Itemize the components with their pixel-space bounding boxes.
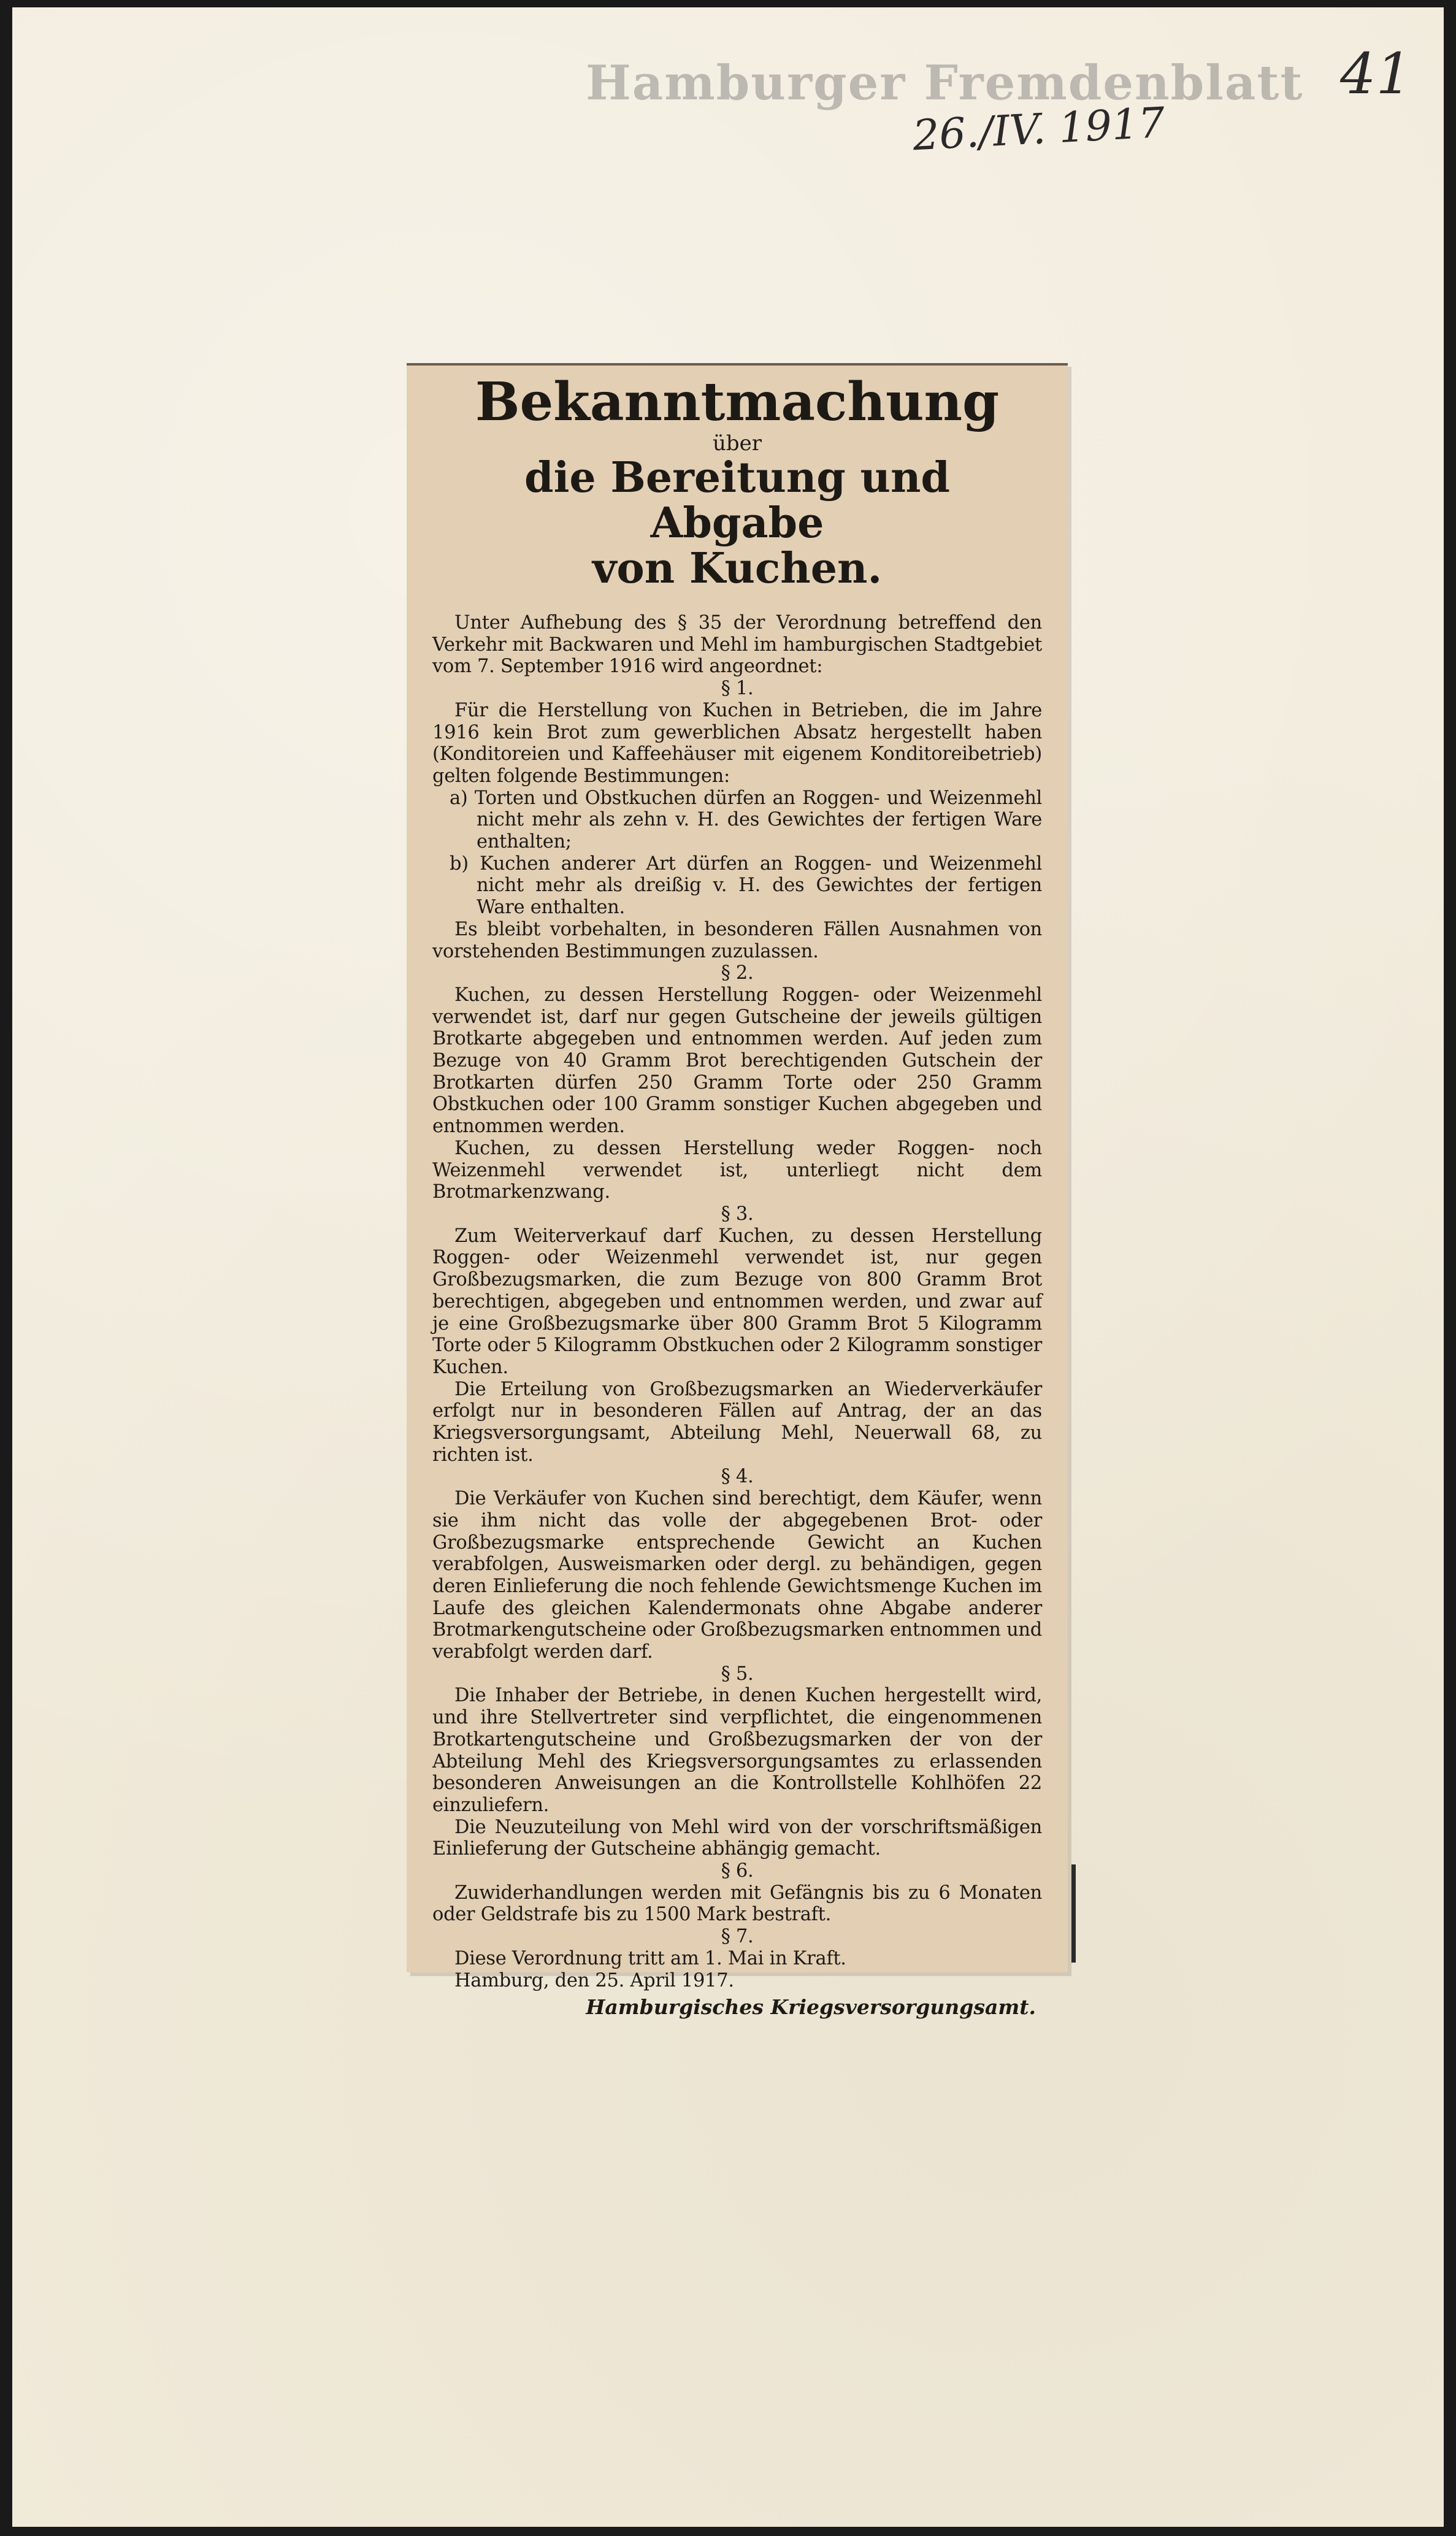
- newspaper-stamp: Hamburger Fremdenblatt: [586, 55, 1304, 111]
- newspaper-clipping: [407, 363, 1068, 2020]
- section-2-text: Kuchen, zu dessen Herstellung Roggen- oder Weizenmehl verwendet ist, darf nur gegen Gutscheine der jeweils gültigen Brotkarte abgegeben und entnommen werden. Auf jeden zum Bezuge von 40 Gramm Brot berechtigenden Gutschein der Brotkarten dürfen 250 Gramm Torte oder 250 Gramm Obstkuchen oder 100 Gramm sonstiger Kuchen abgegeben und entnommen werden.: [432, 984, 1042, 1138]
- section-1-reservation: Es bleibt vorbehalten, in besonderen Fällen Ausnahmen von vorstehenden Bestimmungen zuzulassen.: [432, 918, 1042, 962]
- notice-subtitle-line2: von Kuchen.: [592, 544, 883, 593]
- signature: Hamburgisches Kriegsversorgungsamt.: [586, 1995, 1036, 2020]
- dateline: Hamburg, den 25. April 1917.: [454, 1969, 734, 1991]
- section-4-heading: § 4.: [721, 1466, 754, 1488]
- clipping-edge-rule: [1071, 1864, 1076, 1963]
- handwritten-corner-number: 41: [1340, 41, 1412, 107]
- handwritten-date: 26./IV. 1917: [911, 98, 1167, 161]
- section-1-heading: § 1.: [721, 678, 754, 700]
- archive-sheet: [12, 7, 1444, 2527]
- notice-subtitle-line1: die Bereitung und Abgabe: [524, 453, 950, 548]
- section-7-text: Diese Verordnung tritt am 1. Mai in Kraft.: [454, 1947, 846, 1969]
- section-2-heading: § 2.: [721, 962, 754, 984]
- section-3-text-2: Die Erteilung von Großbezugsmarken an Wiederverkäufer erfolgt nur in besonderen Fällen auf Antrag, der an das Kriegsversorgungsamt, Abteilung Mehl, Neuerwall 68, zu richten ist.: [432, 1378, 1042, 1466]
- section-1-text: Für die Herstellung von Kuchen in Betrieben, die im Jahre 1916 kein Brot zum gewerblichen Absatz hergestellt haben (Konditoreien und Kaffeehäuser mit eigenem Konditoreibetrieb) gelten folgende Bestimmungen:: [432, 699, 1042, 787]
- section-6-heading: § 6.: [721, 1860, 754, 1882]
- section-5-text: Die Inhaber der Betriebe, in denen Kuchen hergestellt wird, und ihre Stellvertreter sind verpflichtet, die eingenommenen Brotkartengutscheine und Großbezugsmarken der von der Abteilung Mehl des Kriegsversorgungsamtes zu erlassenden besonderen Anweisungen an die Kontrollstelle Kohlhöfen 22 einzuliefern.: [432, 1685, 1042, 1816]
- intro-paragraph: Unter Aufhebung des § 35 der Verordnung betreffend den Verkehr mit Backwaren und Mehl im hamburgischen Stadtgebiet vom 7. September 1916 wird angeordnet:: [432, 612, 1042, 678]
- section-3-text: Zum Weiterverkauf darf Kuchen, zu dessen Herstellung Roggen- oder Weizenmehl verwendet ist, nur gegen Großbezugsmarken, die zum Bezuge von 800 Gramm Brot berechtigen, abgegeben und entnommen werden, und zwar auf je eine Großbezugsmarke über 800 Gramm Brot 5 Kilogramm Torte oder 5 Kilogramm Obstkuchen oder 2 Kilogramm sonstiger Kuchen.: [432, 1225, 1042, 1378]
- section-7-heading: § 7.: [721, 1926, 754, 1948]
- notice-ueber: über: [712, 431, 762, 456]
- section-5-text-2: Die Neuzuteilung von Mehl wird von der vorschriftsmäßigen Einlieferung der Gutscheine abhängig gemacht.: [432, 1816, 1042, 1860]
- section-4-text: Die Verkäufer von Kuchen sind berechtigt, dem Käufer, wenn sie ihm nicht das volle der abgegebenen Brot- oder Großbezugsmarke entsprechende Gewicht an Kuchen verabfolgen, Ausweismarken oder dergl. zu behändigen, gegen deren Einlieferung die noch fehlende Gewichtsmenge Kuchen im Laufe des gleichen Kalendermonats ohne Abgabe anderer Brotmarkengutscheine oder Großbezugsmarken entnommen und verabfolgt werden darf.: [432, 1488, 1042, 1663]
- section-1-item-a: a) Torten und Obstkuchen dürfen an Roggen- und Weizenmehl nicht mehr als zehn v. H. des Gewichtes der fertigen Ware enthalten;: [450, 787, 1042, 853]
- section-3-heading: § 3.: [721, 1203, 754, 1225]
- notice-title: Bekanntmachung: [475, 371, 1000, 433]
- section-1-item-b: b) Kuchen anderer Art dürfen an Roggen- und Weizenmehl nicht mehr als dreißig v. H. des Gewichtes der fertigen Ware enthalten.: [450, 852, 1042, 919]
- section-6-text: Zuwiderhandlungen werden mit Gefängnis bis zu 6 Monaten oder Geldstrafe bis zu 1500 Mark bestraft.: [432, 1882, 1042, 1926]
- section-5-heading: § 5.: [721, 1663, 754, 1685]
- notice-body: [432, 612, 1042, 1991]
- section-2-text-2: Kuchen, zu dessen Herstellung weder Roggen- noch Weizenmehl verwendet ist, unterliegt nicht dem Brotmarkenzwang.: [432, 1137, 1042, 1203]
